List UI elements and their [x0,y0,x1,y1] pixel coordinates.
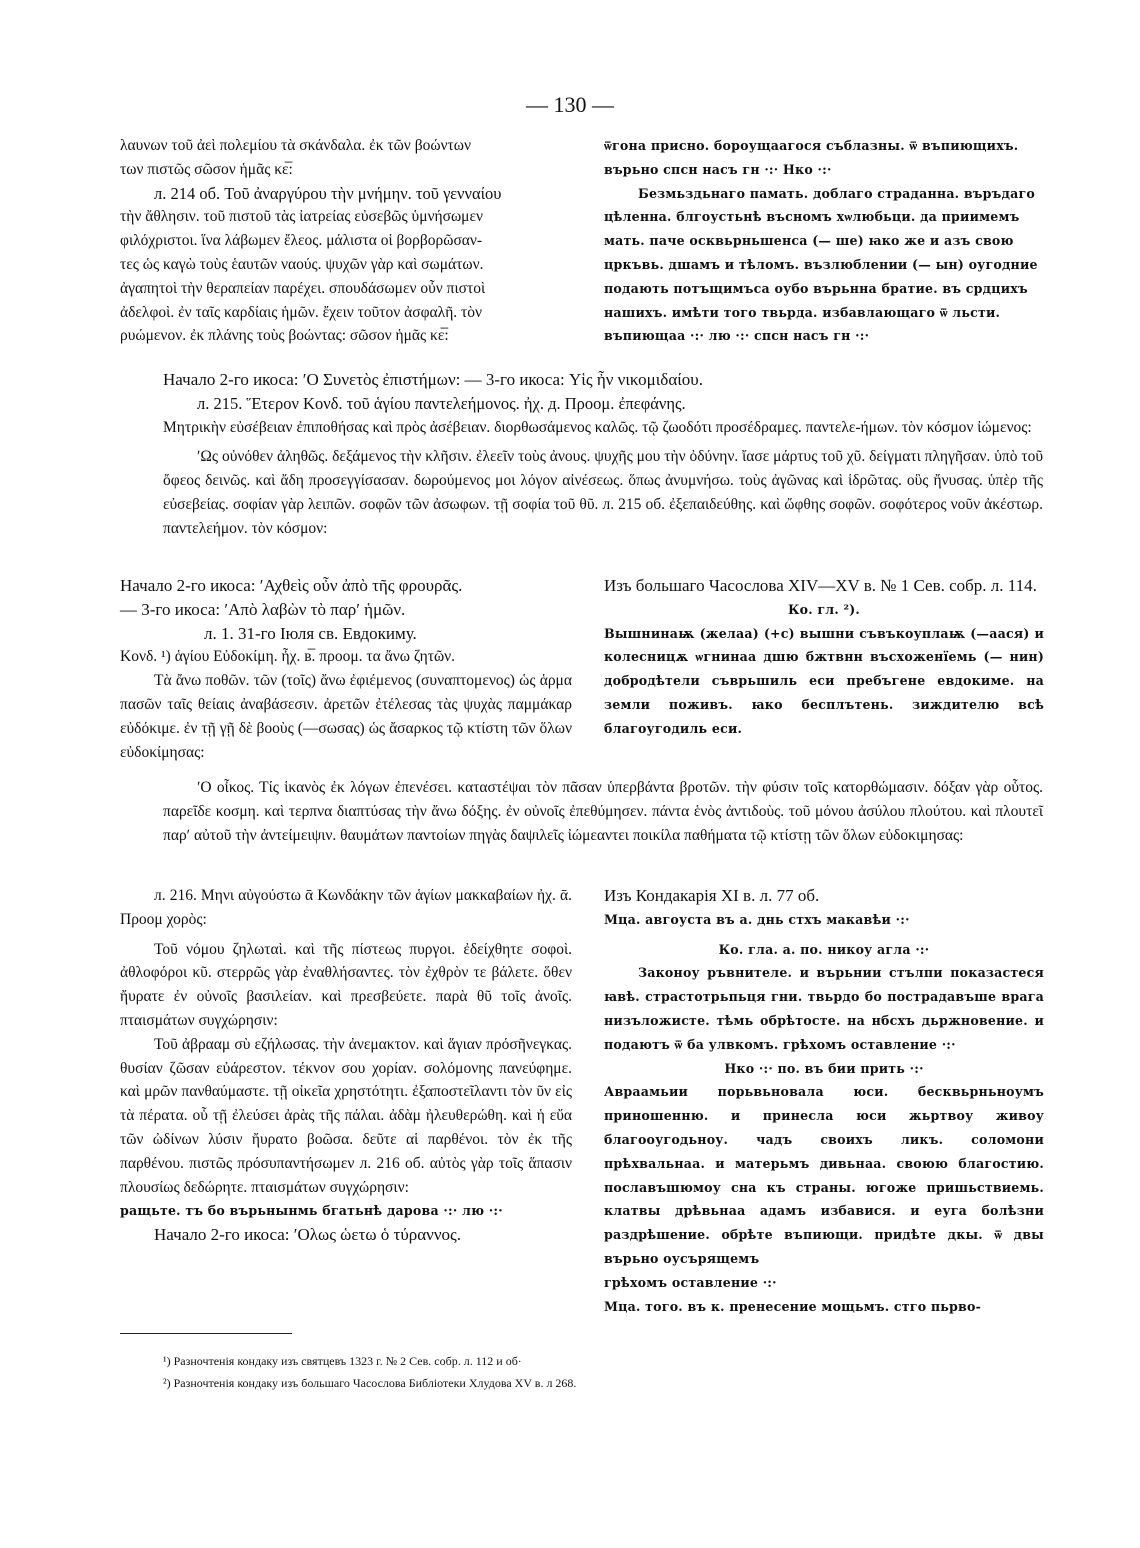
footnote: ¹) Разночтенія кондаку изъ святцевъ 1323 г. № 2 Сев. собр. л. 112 и об· [163,1354,522,1368]
slavonic-line: подають потъщимъса оубо върьнна братие. въ срдцихъ [604,280,1028,296]
section2-left [120,574,572,764]
slavonic-line: върьно спсн насъ гн ·:· Нко ·:· [604,161,832,177]
greek-paragraph: Τοῦ ἀβρααμ σὺ εζήλωσας. τὴν ἀνεμακτον. καὶ ἅγιαν πρόσῆνεγκας. θυσίαν ζῶσαν εὐάρεστον. τέκνον σου χορίαν. σολόμονης πανεύφημε. καὶ μρῶν πανθαύμαστε. τῇ οἰκεῖα χρηστότητι. ἐξαποστεῖλαντι τὸν ῦν εἰς τὰ πέρατα. οὗ τῇ ἐλεύσει ἀρὰς τῆς πάλαι. ἀδὰμ ἠλευθερώθη. καὶ ἡ εὔα τῶν ὠδίνων λύσιν ἤυρατο βοῶσα. δεῦτε αἱ παρθένοι. τὸν ἐκ τῆς παρθένου. πιστῶς πρόσυπαντήσωμεν л. 216 об. αὐτὸς γὰρ τοῖς ἅπασιν πλουσίως δεδώρητε. πταισμάτων συγχώρησιν: [120,1035,572,1196]
greek-line: τὴν ἄθλησιν. τοῦ πιστοῦ τὰς ἰατρείας εὐσεβῶς ὑμνήσωμεν [120,208,484,226]
page-number: — 130 — [526,92,614,117]
footnotes [163,1350,1043,1394]
greek-paragraph: Τοῦ νόμου ζηλωταὶ. καὶ τῆς πίστεως πυργοι. ἐδείχθητε σοφοὶ. ἀθλοφόροι κῦ. στερρῶς γὰρ ἐναθλήσαντες. τὸν ἐχθρὸν τε βάλετε. ὅθεν ἤυρατε ἐν οὐνοῖς βασιλείαν. καὶ πρεσβεύετε. παρὰ θῦ τοῖς ἀνοῖς. πταισμάτων συγχώρησιν: [120,940,572,1029]
slavonic-line: Мца. того. въ к. пренесение мощьмъ. стго пьрво- [604,1298,982,1314]
slavonic-line: нашихъ. имѣти того твьрда. избавлающаго ѿ льсти. [604,304,1001,320]
greek-line: ρυώμενον. ἐκ πλάνης τοὺς βοώντας: σῶσον ἡμᾶς κε̅: [120,327,449,345]
slavonic-line: ращьте. тъ бо върьнынмь бгатьнѣ дарова ·:· лю ·:· [120,1203,503,1219]
section-heading: Начало 2-го икоса: ʹΟλως ὡετω ὁ τύραννος. [154,1225,462,1245]
greek-paragraph: ʹΩς οὐνόθεν ἀληθῶς. δεξάμενος τὴν κλῆσιν. ἐλεεῖν τοὺς ἀνους. ψυχῆς μου τὴν ὀδύνην. ἴασε μάρτυς τοῦ χῦ. δείγματι πληγῆσαν. ὑπὸ τοῦ ὄφεος δεινῶς. καὶ ἄδη προσεγγίσασαν. δωρούμενος μοι λόγον αἰνέσεως. ὅπως ἀνυμνήσω. τοὺς ἀγῶνας καὶ ἱδρῶτας. οὓς ἤνυσας. ὑπὲρ τῆς εὐσεβείας. σοφίαν γὰρ λειπῶν. σοφῶν τῶν ἀσωφων. τῇ σοφία τοῦ θῦ. л. 215 об. ἐξεπαιδεύθης. καὶ ὤφθης σοφῶν. σοφότερος νοῦν ἀκέστωρ. παντελεήμον. τὸν κόσμον: [163,448,1043,537]
slavonic-line: ѿгона присно. бороущаагося съблазны. ѿ въпиющихъ. [604,138,1019,153]
slavonic-line: Мца. авгоуста въ а. днь стхъ макавѣи ·:· [604,911,910,927]
greek-line: ἀδελφοὶ. ἐν ταῖς καρδίαις ἡμῶν. ἔχειν τοῦτον ἀσφαλῆ. τὸν [120,303,483,321]
greek-line: Κονδ. ¹) ἁγίου Εὐδοκίμη. ἦχ. в̅. προομ. τα ἄνω ζητῶν. [120,648,456,666]
footnote-rule [120,1333,292,1334]
section3-left [120,884,572,1247]
greek-line: φιλόχριστοι. ἵνα λάβωμεν ἔλεος. μάλιστα οἱ βορβορῶσαν- [120,232,483,250]
kondak-label: Ко. гла. а. по. никоу агла ·:· [718,941,930,957]
section-heading: Начало 2-го икоса: ʹΟ Συνετὸς ἐπιστήμων: — 3-го икоса: Υἱς ἦν νικομιδαίου. [163,370,703,389]
section-heading: л. 1. 31-го Іюля св. Евдокиму. [204,623,417,643]
slavonic-line: мать. паче осквьрньшенса (— ше) ꙗко же и азъ свою [604,233,1014,249]
slavonic-line: въпиющаа ·:· лю ·:· спсн насъ гн ·:· [604,328,870,344]
folio-line: л. 214 об. Τοῦ ἀναργύρου τὴν μνήμην. τοῦ γενναίου [154,183,502,203]
section3-right [604,884,1044,1318]
slavonic-line: грѣхомъ оставление ·:· [604,1274,777,1290]
greek-paragraph: Μητρικὴν εὐσέβειαν ἐπιποθήσας καὶ πρὸς ἀσέβειαν. διορθωσάμενος καλῶς. τῷ ζωοδότι προσέδραμες. παντελε-ήμων. τὸν κόσμον ἰώμενος: [163,418,1032,436]
top-left-column [120,134,572,348]
folio-heading: л. 216. Μηνι αὐγούστω ᾱ Κωνδάκην τῶν ἁγίων μακκαβαίων ἠχ. ᾱ. Προομ χορὸς: [120,887,572,928]
slavonic-line: Безмьздьнаго памать. доблаго страданна. въръдаго [638,185,1035,201]
top-right-column [604,134,1044,348]
section-heading: Изъ Кондакарія XI в. л. 77 об. [604,886,820,905]
slavonic-line: цѣленна. блгоустьнѣ въсномъ хѡлюбьци. да приимемъ [604,209,1020,225]
slavonic-paragraph: Законоу ръвнителе. и върьнии стълпи показастеся ꙗвѣ. страстотрьпьця гни. твьрдо бо пострадавъше врага низъложисте. тѣмь обрѣтосте. на нбсхъ дьржновение. и подаютъ ѿ ба улвкомъ. грѣхомъ оставление ·:· [604,965,1044,1052]
greek-paragraph: Τὰ ἄνω ποθῶν. τῶν (τοῖς) ἄνω ἐφιέμενος (συναπτομενος) ὡς ἁρμα πασῶν ταῖς θείαις ἀναβάσεσιν. ἀρετῶν ἐτέλεσας τὰς ψυχὰς παμμάκαρ εὐδόκιμε. ἐν τῇ γῇ δὲ βοοὺς (—σωσας) ὡς ἄσαρκος τῷ κτίστη τῶν ὅλων εὐδοκίμησας: [120,672,572,761]
greek-line: ἀγαπητοὶ τὴν θεραπείαν παρέχει. σπουδάσωμεν οὖν πιστοὶ [120,279,486,297]
ikos-label: Нко ·:· по. въ бии прить ·:· [724,1060,924,1076]
section2-right [604,574,1044,741]
kondak-label: Ко. гл. ²). [787,601,861,617]
section-heading: — 3-го икоса: ʹΑπὸ λαβὼν τὸ παρʹ ἡμῶν. [120,599,406,619]
greek-line: τες ὡς καγὼ τοὺς ἑαυτῶν ναούς. ψυχῶν γὰρ καὶ σωμάτων. [120,255,484,273]
folio-line: л. 215. Ἕτερον Κονδ. τοῦ ἁγίου παντελεήμονος. ἠχ. д. Προομ. ἐπεφάνης. [197,393,686,413]
middle-section [163,368,1043,541]
section-heading: Начало 2-го икоса: ʹΑχθεὶς οὖν ἀπὸ τῆς φρουρᾶς. [120,576,463,595]
footnote: ²) Разночтенія кондаку изъ большаго Часослова Библіотеки Хлудова XV в. л 268. [163,1376,577,1390]
greek-line: λαυνων τοῦ ἀεὶ πολεμίου τὰ σκάνδαλα. ἐκ τῶν βοώντων [120,137,471,154]
slavonic-line: цркъвь. дшамъ и тѣломъ. възлюблении (— ын) оугодние [604,256,1038,272]
oikos-section [163,776,1043,847]
section-heading: Изъ большаго Часослова XIV—XV в. № 1 Сев. собр. л. 114. [604,576,1037,595]
slavonic-paragraph: Авраамьии порьвьновала юси. бесквьрньноумъ приношенню. и принесла юси жьртвоу живоу благооугодьноу. чадъ своихъ ликъ. соломони прѣхвальнаа. и матерьмъ дивьнаа. своюю благостию. пославъшюмоу сна къ страны. югоже пришьствиемь. клатвы дрѣвьнаа адамъ избавися. и еуга болѣзни раздрѣшение. обрѣте въпиющи. придѣте дкы. ѿ двы върьно оусърящемъ [604,1084,1044,1266]
greek-paragraph: ʹΟ οἶκος. Τίς ἱκανὸς ἐκ λόγων ἐπενέσει. καταστέψαι τὸν πᾶσαν ὑπερβάντα βροτῶν. τὴν φύσιν τοῖς κατορθώμασιν. δόξαν γὰρ οὗτος. παρεῖδε κοσμη. καὶ τερπνα διαπτύσας τὴν ἄνω δόξης. ἐν οὐνοῖς ἐπεθύμησεν. πάντα ἑνὸς ἀντιδοὺς. τοῦ μόνου ἀσύλου πλούτου. καὶ πλουτεῖ παρʹ αὐτοῦ τὴν ἀντείμειψιν. θαυμάτων παντοίων πηγὰς δαψιλεῖς ἰώμεαντει ποικίλα παθήματα τῷ κτίστῃ τῶν ὅλων εὐδοκιμησας: [163,779,1043,844]
slavonic-paragraph: Вышнинаѭ (желаа) (+с) вышни съвъкоуплаѭ (—аася) и колесницѫ ѡгнинаа дшю бжтвнн въсхоженїемь (— нин) добродѣтели съврьшиль еси пребъгене евдокиме. на земли поживъ. ꙗко бесплътень. зиждителю всѣ благоугодиль еси. [604,625,1044,736]
greek-line: των πιστῶς σῶσον ἡμᾶς κε̅: [120,160,293,178]
